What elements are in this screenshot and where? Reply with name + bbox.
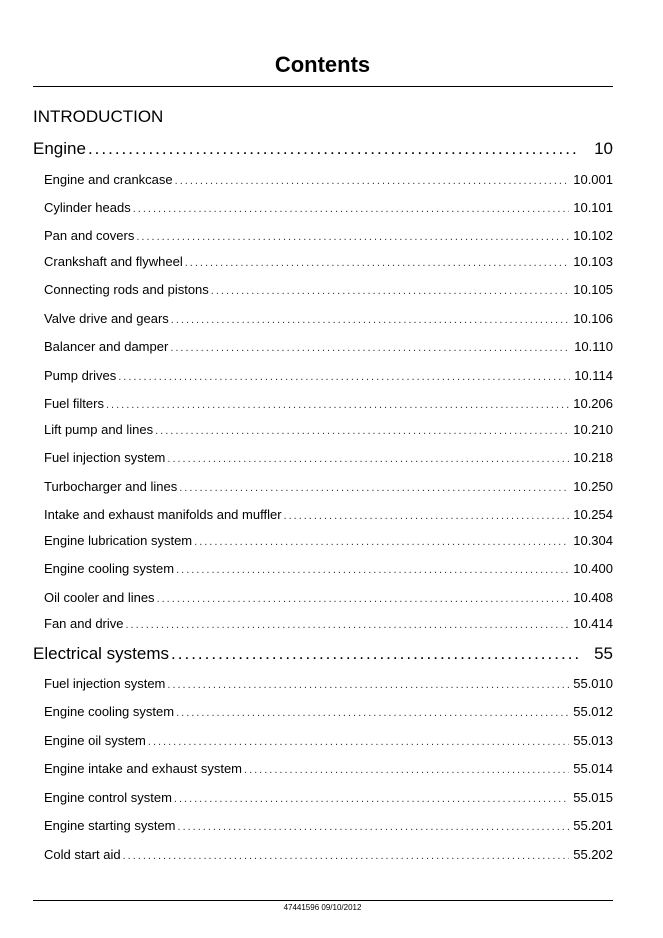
dot-leader <box>123 847 570 865</box>
toc-item-label: Balancer and damper <box>44 339 169 354</box>
toc-item-label: Engine starting system <box>44 818 176 833</box>
dot-leader <box>167 450 569 468</box>
toc-item-label: Lift pump and lines <box>44 422 154 437</box>
toc-item-page: 55.012 <box>573 704 613 719</box>
toc-item-label: Engine and crankcase <box>44 172 173 187</box>
dot-leader <box>106 396 569 414</box>
dot-leader <box>118 368 570 386</box>
dot-leader <box>157 590 570 608</box>
toc-item-page: 55.010 <box>573 676 613 691</box>
dot-leader <box>167 676 569 694</box>
dot-leader <box>171 311 569 329</box>
toc-item-label: Engine control system <box>44 790 172 805</box>
toc-item-label: Cold start aid <box>44 847 121 862</box>
toc-item-page: 55.201 <box>573 818 613 833</box>
toc-item[interactable] <box>44 789 613 808</box>
title-rule <box>33 86 613 87</box>
introduction-heading: INTRODUCTION <box>33 107 164 126</box>
toc-item-label: Oil cooler and lines <box>44 590 155 605</box>
dot-leader <box>174 790 569 808</box>
toc-item[interactable] <box>44 395 613 414</box>
toc-item-page: 10.001 <box>573 172 613 187</box>
toc-item[interactable] <box>44 310 613 329</box>
toc-item[interactable] <box>44 760 613 779</box>
toc-item[interactable] <box>44 615 613 634</box>
toc-item[interactable] <box>44 227 613 246</box>
toc-item[interactable] <box>44 281 613 300</box>
footer-rule <box>33 900 613 901</box>
toc-item[interactable] <box>44 675 613 694</box>
toc-item-page: 10.110 <box>574 339 613 354</box>
toc-item-label: Fan and drive <box>44 616 124 631</box>
toc-item-label: Engine intake and exhaust system <box>44 761 243 776</box>
toc-item-label: Turbocharger and lines <box>44 479 178 494</box>
toc-item-page: 10.304 <box>573 533 613 548</box>
toc-item-label: Engine lubrication system <box>44 533 193 548</box>
dot-leader <box>178 818 570 836</box>
toc-item[interactable] <box>44 560 613 579</box>
toc-item-label: Fuel injection system <box>44 676 166 691</box>
toc-section-label: Electrical systems <box>33 644 170 663</box>
dot-leader <box>244 761 569 779</box>
toc-item-label: Connecting rods and pistons <box>44 282 209 297</box>
page-title: Contents <box>274 52 371 77</box>
toc-item[interactable] <box>44 367 613 386</box>
toc-item-page: 10.210 <box>573 422 613 437</box>
toc-item-page: 10.254 <box>573 507 613 522</box>
toc-item[interactable] <box>44 506 613 525</box>
dot-leader <box>176 704 569 722</box>
dot-leader <box>211 282 569 300</box>
toc-item[interactable] <box>44 421 613 440</box>
dot-leader <box>179 479 569 497</box>
dot-leader <box>175 172 570 190</box>
toc-item-label: Fuel filters <box>44 396 104 411</box>
toc-item-page: 10.105 <box>573 282 613 297</box>
dot-leader <box>133 200 570 218</box>
dot-leader <box>155 422 569 440</box>
toc-item-page: 55.014 <box>573 761 613 776</box>
dot-leader <box>136 228 569 246</box>
toc-item-label: Pump drives <box>44 368 117 383</box>
dot-leader <box>185 254 569 272</box>
toc-section-label: Engine <box>33 139 86 158</box>
dot-leader <box>194 533 569 551</box>
toc-item[interactable] <box>44 449 613 468</box>
toc-item-label: Intake and exhaust manifolds and muffler <box>44 507 282 522</box>
toc-item-page: 10.103 <box>573 254 613 269</box>
toc-item-page: 55.013 <box>573 733 613 748</box>
toc-item[interactable] <box>44 199 613 218</box>
toc-item[interactable] <box>44 732 613 751</box>
toc-item[interactable] <box>44 817 613 836</box>
dot-leader <box>126 616 570 634</box>
toc-item-page: 10.218 <box>573 450 613 465</box>
toc-item-page: 55.202 <box>573 847 613 862</box>
dot-leader <box>170 339 570 357</box>
toc-item[interactable] <box>44 703 613 722</box>
toc-section-engine[interactable] <box>33 138 613 160</box>
toc-item-label: Valve drive and gears <box>44 311 169 326</box>
toc-item-label: Pan and covers <box>44 228 135 243</box>
dot-leader <box>88 138 580 160</box>
toc-item-page: 10.408 <box>573 590 613 605</box>
toc-item[interactable] <box>44 253 613 272</box>
toc-item-page: 10.114 <box>574 368 613 383</box>
dot-leader <box>284 507 570 525</box>
toc-item-label: Cylinder heads <box>44 200 131 215</box>
toc-item[interactable] <box>44 338 613 357</box>
toc-section-page: 55 <box>594 644 613 663</box>
toc-item-label: Engine cooling system <box>44 561 175 576</box>
toc-item[interactable] <box>44 478 613 497</box>
toc-item-page: 10.102 <box>573 228 613 243</box>
toc-item-page: 10.250 <box>573 479 613 494</box>
toc-item[interactable] <box>44 589 613 608</box>
toc-item[interactable] <box>44 532 613 551</box>
toc-item-label: Fuel injection system <box>44 450 166 465</box>
toc-item-page: 10.206 <box>573 396 613 411</box>
toc-item-page: 10.106 <box>573 311 613 326</box>
toc-section-page: 10 <box>594 139 613 158</box>
toc-item-label: Engine oil system <box>44 733 146 748</box>
footer-document-id: 47441596 09/10/2012 <box>283 903 362 912</box>
toc-item-page: 10.101 <box>573 200 613 215</box>
toc-section-electrical-systems[interactable] <box>33 643 613 665</box>
toc-item[interactable] <box>44 171 613 190</box>
dot-leader <box>176 561 569 579</box>
toc-item-label: Engine cooling system <box>44 704 175 719</box>
toc-item-label: Crankshaft and flywheel <box>44 254 183 269</box>
toc-item[interactable] <box>44 846 613 865</box>
dot-leader <box>148 733 569 751</box>
toc-item-page: 55.015 <box>573 790 613 805</box>
dot-leader <box>171 643 580 665</box>
toc-item-page: 10.414 <box>573 616 613 631</box>
toc-item-page: 10.400 <box>573 561 613 576</box>
